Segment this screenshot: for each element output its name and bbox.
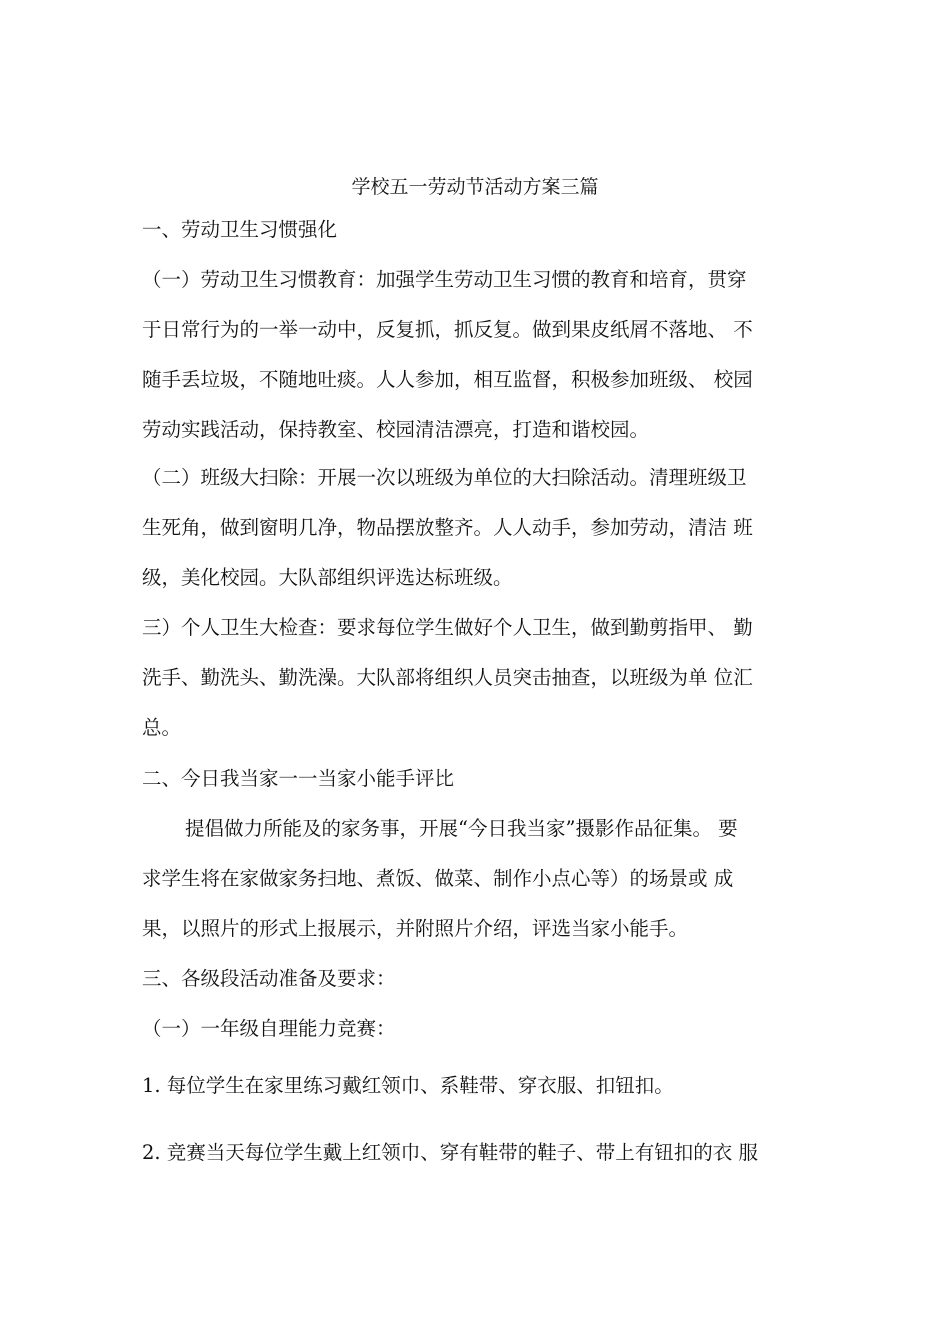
section-heading-2: 二、今日我当家一一当家小能手评比 bbox=[142, 767, 455, 790]
document-title: 学校五一劳动节活动方案三篇 bbox=[351, 176, 599, 198]
paragraph-line: 劳动实践活动，保持教室、校园清洁漂亮，打造和谐校园。 bbox=[142, 418, 650, 441]
section-heading-3: 三、各级段活动准备及要求： bbox=[142, 967, 396, 990]
section-heading-1: 一、劳动卫生习惯强化 bbox=[142, 218, 338, 241]
paragraph-line: 提倡做力所能及的家务事，开展“今日我当家”摄影作品征集。 要 bbox=[185, 817, 738, 840]
list-item: 1. 每位学生在家里练习戴红领巾、系鞋带、穿衣服、扣钮扣。 bbox=[142, 1074, 674, 1097]
paragraph-line: 果，以照片的形式上报展示，并附照片介绍，评选当家小能手。 bbox=[142, 917, 689, 940]
paragraph-line: 级，美化校园。大队部组织评选达标班级。 bbox=[142, 566, 513, 589]
paragraph-line: 随手丢垃圾，不随地吐痰。人人参加，相互监督，积极参加班级、 校园 bbox=[142, 368, 753, 391]
subsection-heading: （一）一年级自理能力竞赛： bbox=[142, 1017, 396, 1040]
list-item: 2. 竞赛当天每位学生戴上红领巾、穿有鞋带的鞋子、带上有钮扣的衣 服 bbox=[142, 1141, 759, 1164]
paragraph-line: 生死角，做到窗明几净，物品摆放整齐。人人动手，参加劳动，清洁 班 bbox=[142, 516, 753, 539]
paragraph-line: 三）个人卫生大检查：要求每位学生做好个人卫生，做到勤剪指甲、 勤 bbox=[142, 616, 753, 639]
paragraph-line: 洗手、勤洗头、勤洗澡。大队部将组织人员突击抽查，以班级为单 位汇 bbox=[142, 666, 753, 689]
paragraph-line: 求学生将在家做家务扫地、煮饭、做菜、制作小点心等）的场景或 成 bbox=[142, 867, 734, 890]
paragraph-line: 总。 bbox=[142, 716, 182, 739]
paragraph-line: （二）班级大扫除：开展一次以班级为单位的大扫除活动。清理班级卫 bbox=[142, 466, 747, 489]
paragraph-line: （一）劳动卫生习惯教育：加强学生劳动卫生习惯的教育和培育，贯穿 bbox=[142, 268, 747, 291]
paragraph-line: 于日常行为的一举一动中，反复抓，抓反复。做到果皮纸屑不落地、 不 bbox=[142, 318, 753, 341]
